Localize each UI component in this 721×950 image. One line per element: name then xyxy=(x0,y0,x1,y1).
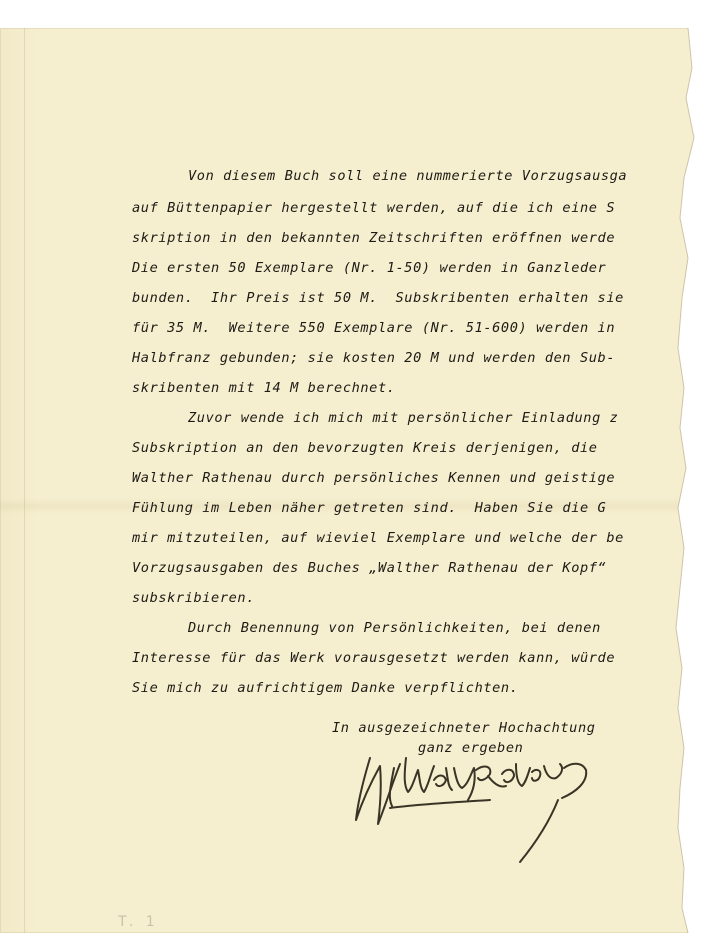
letter-line: Interesse für das Werk vorausgesetzt werden kann, würde xyxy=(132,650,616,666)
letter-line: Vorzugsausgaben des Buches „Walther Rathenau der Kopf“ xyxy=(132,560,607,576)
letter-line: Die ersten 50 Exemplare (Nr. 1-50) werden in Ganzleder xyxy=(132,260,607,276)
letter-line: skription in den bekannten Zeitschriften eröffnen werde xyxy=(132,230,616,246)
archive-corner-mark: T. 1 xyxy=(118,914,159,930)
letter-line: Subskription an den bevorzugten Kreis derjenigen, die xyxy=(132,440,598,456)
letter-line: Durch Benennung von Persönlichkeiten, bei denen xyxy=(188,620,601,636)
closing-salutation: In ausgezeichneter Hochachtung xyxy=(332,720,596,736)
letter-page xyxy=(0,28,721,933)
handwritten-signature xyxy=(350,728,600,868)
letter-line: Von diesem Buch soll eine nummerierte Vorzugsausga xyxy=(188,168,628,184)
letter-line: auf Büttenpapier hergestellt werden, auf die ich eine S xyxy=(132,200,616,216)
letter-line: bunden. Ihr Preis ist 50 M. Subskribenten erhalten sie xyxy=(132,290,624,306)
closing-regards: ganz ergeben xyxy=(418,740,524,756)
letter-line: Halbfranz gebunden; sie kosten 20 M und werden den Sub- xyxy=(132,350,616,366)
letter-line: Walther Rathenau durch persönliches Kennen und geistige xyxy=(132,470,616,486)
letter-line: skribenten mit 14 M berechnet. xyxy=(132,380,396,396)
letter-line: Zuvor wende ich mich mit persönlicher Einladung z xyxy=(188,410,619,426)
letter-line: Fühlung im Leben näher getreten sind. Haben Sie die G xyxy=(132,500,607,516)
letter-line: für 35 M. Weitere 550 Exemplare (Nr. 51-600) werden in xyxy=(132,320,616,336)
letter-line: subskribieren. xyxy=(132,590,255,606)
letter-line: mir mitzuteilen, auf wieviel Exemplare und welche der be xyxy=(132,530,624,546)
letter-line: Sie mich zu aufrichtigem Danke verpflichten. xyxy=(132,680,519,696)
